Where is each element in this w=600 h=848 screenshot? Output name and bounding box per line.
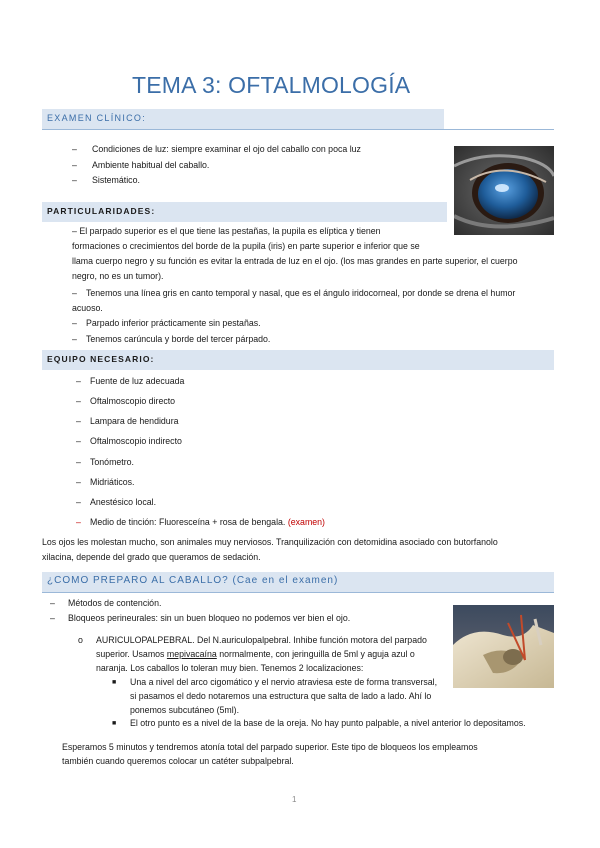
paragraph-line: xilacina, depende del grado que queramos de sedación. — [42, 552, 261, 562]
list-item-text: Medio de tinción: Fluoresceína + rosa de bengala. — [90, 517, 286, 527]
dash-bullet: – — [72, 175, 77, 185]
paragraph-line: negro, no es un tumor). — [72, 271, 164, 281]
page-title: TEMA 3: OFTALMOLOGÍA — [132, 72, 411, 98]
list-item: Fuente de luz adecuada — [90, 376, 185, 386]
list-item: Bloqueos perineurales: sin un buen bloqueo no podemos ver bien el ojo. — [68, 613, 351, 623]
list-item: Sistemático. — [92, 175, 140, 185]
dash-bullet: – — [76, 396, 81, 406]
dash-bullet: – — [76, 457, 81, 467]
section-heading-examen: EXAMEN CLÍNICO: — [47, 113, 147, 123]
list-item: Anestésico local. — [90, 497, 157, 507]
section-divider — [42, 129, 554, 130]
section-band-preparo — [42, 572, 554, 592]
list-item: Midriáticos. — [90, 477, 135, 487]
square-bullet: ■ — [112, 679, 117, 686]
section-band-particularidades — [42, 202, 447, 222]
paragraph-line: Esperamos 5 minutos y tendremos atonía total del parpado superior. Este tipo de bloqueos los empleamos — [62, 742, 478, 752]
paragraph-line: naranja. Los caballos lo toleran muy bien. Tenemos 2 localizaciones: — [96, 663, 364, 673]
dash-bullet: – — [50, 613, 55, 623]
list-item: Métodos de contención. — [68, 598, 162, 608]
paragraph-line: – El parpado superior es el que tiene las pestañas, la pupila es elíptica y tienen — [72, 226, 381, 236]
dash-bullet: – — [72, 144, 77, 154]
paragraph-line: Tenemos carúncula y borde del tercer párpado. — [86, 334, 271, 344]
list-item: Lampara de hendidura — [90, 416, 179, 426]
paragraph-line: Tenemos una línea gris en canto temporal y nasal, que es el ángulo iridocorneal, por donde se drena el humor — [86, 288, 516, 298]
paragraph-line: si pasamos el dedo notaremos una estructura que salta de lado a lado. Ahí lo — [130, 691, 432, 701]
dash-bullet: – — [76, 517, 81, 527]
paragraph-line: también cuando queremos colocar un catéter subpalpebral. — [62, 756, 294, 766]
page-number: 1 — [292, 795, 297, 804]
dash-bullet: – — [50, 598, 55, 608]
list-item: Tonómetro. — [90, 457, 135, 467]
section-band-examen — [42, 109, 444, 129]
paragraph-line — [96, 649, 415, 660]
paragraph-line: formaciones o crecimientos del borde de la pupila (iris) en parte superior e inferior que se — [72, 241, 420, 251]
dash-bullet: – — [72, 288, 77, 298]
paragraph-line: El otro punto es a nivel de la base de la oreja. No hay punto palpable, a nivel anterior lo depositamos. — [130, 718, 526, 728]
text-run: normalmente, con jeringuilla de 5ml y aguja azul o — [216, 649, 415, 659]
horse-eye-photo — [454, 146, 554, 235]
dash-bullet: – — [72, 334, 77, 344]
paragraph-line: Los ojos les molestan mucho, son animales muy nerviosos. Tranquilización con detomidina asociado con butorfanolo — [42, 537, 498, 547]
paragraph-line: llama cuerpo negro y su función es evitar la entrada de luz en el ojo. (los mas grandes en parte superior, el cuerpo — [72, 256, 518, 266]
section-heading-equipo: EQUIPO NECESARIO: — [47, 354, 155, 364]
list-item: Ambiente habitual del caballo. — [92, 160, 210, 170]
section-band-equipo — [42, 350, 554, 370]
dash-bullet: – — [72, 318, 77, 328]
section-heading-particularidades: PARTICULARIDADES: — [47, 206, 156, 216]
dash-bullet: – — [76, 436, 81, 446]
exam-note: (examen) — [287, 517, 325, 527]
dash-bullet: – — [72, 160, 77, 170]
paragraph-line: acuoso. — [72, 303, 103, 313]
sub-bullet: o — [78, 635, 83, 645]
list-item: Oftalmoscopio indirecto — [90, 436, 182, 446]
dash-bullet: – — [76, 477, 81, 487]
paragraph-line: ponemos subcutáneo (5ml). — [130, 705, 240, 715]
underlined-term: mepivacaína — [166, 649, 217, 659]
dash-bullet: – — [76, 497, 81, 507]
square-bullet: ■ — [112, 720, 117, 727]
section-heading-preparo: ¿COMO PREPARO AL CABALLO? (Cae en el examen) — [47, 575, 339, 586]
paragraph-line: Una a nivel del arco cigomático y el nervio atraviesa este de forma transversal, — [130, 677, 438, 687]
horse-skull-photo — [453, 605, 554, 688]
paragraph-line: Parpado inferior prácticamente sin pestañas. — [86, 318, 261, 328]
section-divider — [42, 592, 554, 593]
text-run: superior. Usamos — [96, 649, 167, 659]
list-item — [90, 517, 325, 528]
paragraph-line: AURICULOPALPEBRAL. Del N.auriculopalpebral. Inhibe función motora del parpado — [96, 635, 427, 645]
dash-bullet: – — [76, 416, 81, 426]
dash-bullet: – — [76, 376, 81, 386]
list-item: Condiciones de luz: siempre examinar el ojo del caballo con poca luz — [92, 144, 361, 154]
list-item: Oftalmoscopio directo — [90, 396, 176, 406]
